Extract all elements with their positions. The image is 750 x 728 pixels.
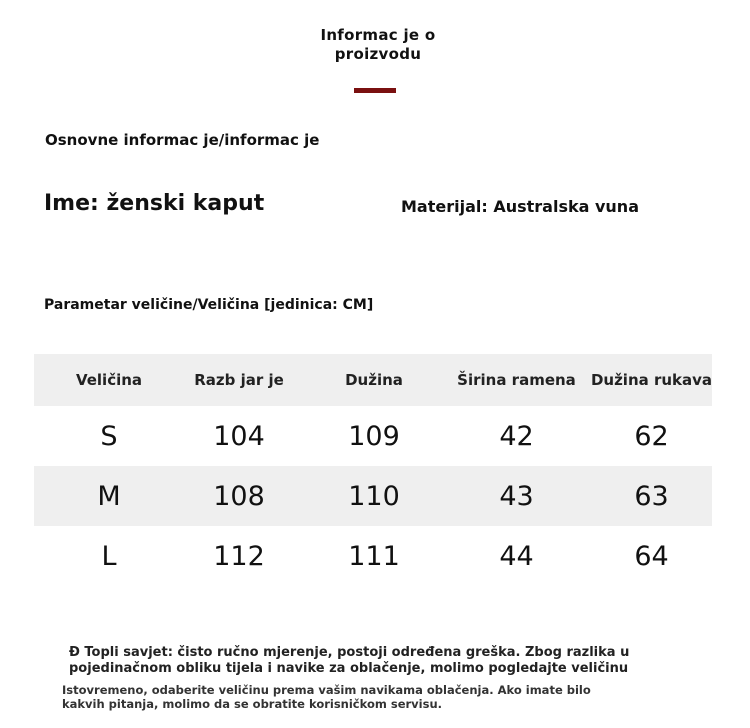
length-cell: 109 [348,420,400,452]
size-params-heading: Parametar veličine/Veličina [jedinica: CM] [44,297,374,313]
customer-service-note: Istovremeno, odaberite veličinu prema vašim navikama oblačenja. Ako imate bilo kakvih pitanja, molimo da se obratite korisničkom servisu. [62,683,591,711]
size-cell: M [97,480,121,512]
column-header-bust: Razb jar je [194,371,284,389]
shoulder-width-cell: 43 [499,480,534,512]
bust-cell: 108 [213,480,265,512]
size-table [34,354,712,586]
length-cell: 110 [348,480,400,512]
size-table-header [34,354,712,406]
size-cell: S [100,420,118,452]
size-cell: L [101,540,117,572]
title-divider [354,88,396,93]
column-header-sleeve-length: Dužina rukava [590,371,713,389]
column-header-shoulder-width: Širina ramena [457,371,576,389]
length-cell: 111 [348,540,400,572]
product-material: Materijal: Australska vuna [401,197,639,216]
column-header-size: Veličina [75,371,143,389]
sleeve-length-cell: 62 [634,420,669,452]
sleeve-length-cell: 63 [634,480,669,512]
sleeve-length-cell: 64 [634,540,669,572]
product-name: Ime: ženski kaput [44,191,265,216]
measurement-tip: Đ Topli savjet: čisto ručno mjerenje, postoji određena greška. Zbog razlika u pojedinačnom obliku tijela i navike za oblačenje, molimo pogledajte veličinu [69,645,630,676]
basic-info-heading: Osnovne informac je/informac je [45,131,320,149]
bust-cell: 112 [213,540,265,572]
table-row [34,406,712,466]
shoulder-width-cell: 42 [499,420,534,452]
page-title: Informac je o proizvodu [320,26,436,63]
column-header-length: Dužina [345,371,403,389]
table-row [34,466,712,526]
bust-cell: 104 [213,420,265,452]
shoulder-width-cell: 44 [499,540,534,572]
table-row [34,526,712,586]
